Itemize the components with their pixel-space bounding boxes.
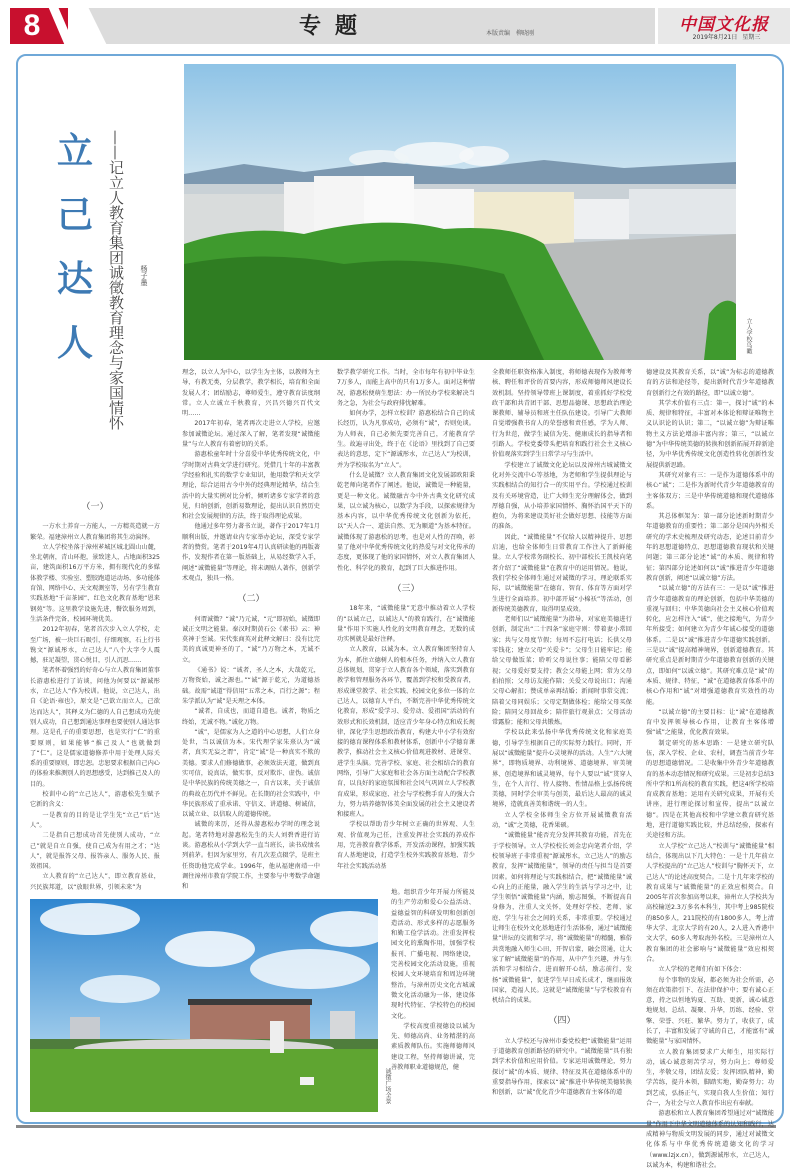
section-heading: （二） — [237, 594, 265, 605]
article-column-5 — [646, 368, 774, 1171]
paragraph: 18年来，“诚徵能量”无意中推动着立人学校的“以诚立己，以诚达人”的教育践行，在“诚徵能量”作用下实施人性化的文明教育理念，无数的成功实例就是最好注释。 — [337, 605, 475, 644]
article-title — [55, 120, 95, 376]
paragraph: 游惠松童年时十分喜爱中华优秀传统文化，中学时期对古典文学进行研究。凭借几十年的丰富教学经验和扎实的数学专业知识，他用数学和天文学理论，综合运用古今中外的经典理论精华，结合生活中的大量实例对比分析，倾听诸多专家学者的意见，归纳创新，创新易数理论，提出认识自然历史和社会发展规律的方法，终于取得理论成果。 — [182, 451, 320, 521]
paragraph: 每个事物的发展，都必须为社会所需，必须在政策指引下、在法律保护中；要有诚心正意，持之以恒地钩夏、互助、更新，诚心诚意地规划、总结、凝聚、升华，历练、经验、堂擎、荣誉、兴旺、繁华。努力了，收获了，成长了，丰富和发展了守诚的自己，才能富有“诚徵能量”与家国情怀。 — [646, 976, 774, 1046]
paragraph: 其学术价值有三点：第一，探讨“诚”的本质、规律和特征，丰富对本体论和辩证唯物主义认识论的认识；第二，“以诚立德”为辩证唯物主义方法论增添丰富内容；第三，“以诚立德”为中华传统美德的转换和创新拓展开辟新途径，为中华优秀传统文化创造性转化创新性发展提供新思路。 — [646, 399, 774, 469]
paragraph: 其研究对象有三：一是作为道德体系中的核心“诚”；二是作为新时代青少年道德教育的主客体双方；三是中华传统道德和现代道德体系。 — [646, 471, 774, 510]
paragraph: 立人学校坐落于漳州芗城区城北圆山山麓，坐北朝南，青山环抱，景致迷人，占地面积325亩，建筑面积16万平方米，拥有现代化的多媒体教学楼、实验室、塑胶跑道运动场、多功能体育馆、网络中心、天文观测室等，另有学生教育实践基地“千亩茶园”、红色文化教育基地“恩来钢苑”等。这里教学设施先进，餐饮服务周到，生活条件完备，校园环境优美。 — [30, 543, 160, 623]
editor-credit — [480, 28, 534, 37]
editor-name: 柳晓刚 — [516, 30, 535, 37]
article-column-3-continued — [391, 888, 475, 1073]
paragraph: 游惠松和立人教育集团希望通过对“诚徵能量”作用下中华文明道德体系的认知和践行，达成精神与物质文明发展的同步，通过对诚徵文化体系与中华优秀传统道德文化的学习（www.lzjx.cn），做到源诚彤水，立己达人，以诚为本，构建和谐社会。 — [646, 1110, 774, 1169]
paragraph: 立人教育集团要求广大师生，用实际行动，诚心诚意刻苦学习，努力向上；尊师爱生，孝敬父母，团结友爱；发挥团队精神，勤学苦练，提升本领，脚踏实地，勤奋努力；功到艺成，弘扬正气，实现自我人生价值；知行合一，为社会与立人教育作出应有奉献。 — [646, 1048, 774, 1108]
page-header — [10, 8, 790, 44]
editor-label: 本版责编 — [486, 30, 511, 37]
paragraph: 《通书》说：“诚者，圣人之本，大哉乾元，万物资始，诚之源也。”“诚”源于乾元，为道德基础。故需“诚道”得信用“五常之本，百行之源”；程朱学派认为“诚”是天理之本体。 — [182, 667, 320, 705]
paragraph: 学校以此来弘扬中华优秀传统文化和家庭美德，引导学生根据自己的实际努力践行。同时，开展以“诚徵能量”提升心灵境界的活动。人生“六大境界”，即物质境界、功利境界、道德境界、审美境界、创造境界和诚灵境界，每个人要以“诚”贯穿人生，在个人言行、待人接物、性情品格上弘扬传统美德，同时学会审美与创美，最后达人最高的诚灵境界，造就真善美和谐统一的人生。 — [492, 729, 632, 809]
paragraph: 制定研究的基本思路：一是建立研究队伍，深入学校、企业、农村，调查当前青少年的思想道德情况。二是收集中外青少年道德教育的基本动态情况和研究成果。三是初步总结3所中学和1所高校的教育实践，把这4所学校培育成教育基地；运用有关研究成果，开展有关讲座，进行理论探讨和宣传，提出“以诚立德”。四是在其他高校和中学建立教育研究基地，进行道德实践比较，并总结经验，探索有关途径和方法。 — [646, 739, 774, 840]
article-subtitle: ——记立人教育集团诚徵教育理念与家国情怀 — [107, 130, 125, 430]
paragraph: “以诚立德”的主要目标：让“诚”在道德教育中发挥领导核心作用，让教育主客体增强“诚”之能量，优化教育效果。 — [646, 708, 774, 737]
paragraph: 立人学校还与漳州市委党校把“诚徵能量”运用于道德教育创新路径的研究中。“诚徵能量”具有独到学术价值和应用价值。专家运用诚徵理论，努力探讨“诚”的本质、规律、特征及其在道德体系中的重要指导作用，探索以“诚”推进中华传统美德转换和创新，以“诚”优化青少年道德教育主客体的道 — [492, 1037, 632, 1097]
paragraph: 全教师任职资格准入制度，将师德表现作为教师考核、聘任和评价的首要内容，形成师德师风建设长效机制。坚持领导带班上课制度，着重抓好学校党政干部和共青团干部、思想品德课、思想政治理论课教师、辅导员和班主任队伍建设。引导广大教师自觉增强教书育人的荣誉感和责任感，学为人师、行为世范，做学生诚信为先、健康成长的指导者和引路人。学校党委带头把培育和践行社会主义核心价值观落实到学生日常学习与生活中。 — [492, 369, 632, 459]
paragraph: 立人教育的“立己达人”，即立教育基业，兴民族邦道，以“放眼世界，引领未来”为 — [30, 873, 160, 891]
title-char: 己 — [56, 195, 93, 236]
paragraph: 德建设及其教育关系，以“诚”为标志的道德教育的方法和途径等，提出新时代青少年道德教育创新行之有效的路径，即“以诚立德”。 — [646, 369, 774, 397]
paragraph: 2012年初春，笔者首次步入立人学校，走至广场，被一块巨石吸引，仔细观察，石上行书镌文“源诚彤水，立己达人”八个大字令人震撼，驻足凝望，贯心悦目，引人沉思…… — [30, 626, 160, 665]
paragraph: 学校高度重视德设以诚为先、师德高尚、业务精湛的高素质教师队伍。实施师德师风建设工程，坚持师德讲诚，完善教师职业道德规范，健 — [391, 1022, 475, 1072]
paragraph: 二是指自己想成功首先使别人成功，“立己”就是自立自强，使自己成为有用之才；“达人”，就是报答父母、报答亲人、服务人民、报效祖国。 — [30, 832, 160, 871]
paragraph: “诚徵能量”能否充分发挥其教育功能，首先在于学校领导。立人学校校长刘金忠向笔者介绍，学校领导班子非常重视“源诚彤水，立己达人”的励志教育，发挥“诚徵能量”，领导的责任与担当是首要因素。如何将理论与实践相结合，把“诚徵能量”诚心向上的正能量，融入学生的生活与学习之中，让学生领悟“诚徵能量”内涵，励志图强，不断提高自身修为，注重人文关怀，处理好学校、老师、家庭、学生与社会之间的关系，非常重要。学校通过让师生在校外文化基地进行生活体验，通过“诚徵能量”讲坛的交流和学习，将“诚徵能量”的精髓，雅俗共赏地融入师生心田，开智启蒙，融会贯通，让大家了解“诚徵能量”的作用，从中产生兴趣，并与生活和学习相结合，进而解开心结，励志前行，发扬“诚徵能量”，促进学生早日成长成才，继而报效国家，造福人民。这就是“诚徵能量”与学校教育有机结合的成果。 — [492, 832, 632, 1005]
paragraph: 地。组织青少年开展力所能及的生产劳动和爱心公益活动、益德益智的科研发明和创新创造活动、形式多样的志愿服务和勤工俭学活动。注重发挥校园文化的熏陶作用，加强学校报刊、广播电视、网络建设，完善校园文化活动设施，重视校园人文环境培育和周边环境整治，与漳州历史文化古城诚徵文化活动融为一体，建设体现时代特征、学校特色的校园文化。 — [391, 889, 475, 1020]
page-number: 8 — [23, 9, 41, 42]
paragraph: “以诚立德”的方法有三：一是以“诚”推进青少年道德教育的理论创新，包括中华美德的重视与回归；中华美德向社会主义核心价值观转化，应怎样注入“诚”，使之接地气，为青少年所接受；如何建立为青少年诚心接受的道德体系。二是以“诚”推进青少年道德实践创新。三是以“诚”提高精神境界，创新道德教育。其研究重点是新时期青少年道德教育创新的关键点，即如何“以诚立德”。其研究难点是“诚”的本质、规律、特征，“诚”在道德教育体系中的核心作用和“诚”对增强道德教育实效性的功能。 — [646, 585, 774, 706]
title-char: 立 — [56, 131, 93, 172]
paragraph: 其总体框架为：第一部分论述新时期青少年道德教育的重要性；第二部分是国内外相关研究的学术史梳理及研究动态，论述目前青少年的思想道德特点、思想道德教育现状和关键问题；第三部分论述“诚”的本质、规律和特征；第四部分论述如何以“诚”推进青少年道德教育创新，阐述“以诚立德”方法。 — [646, 513, 774, 582]
masthead — [658, 8, 790, 44]
paragraph: “诚”，是儒家为人之道的中心思想，人们立身处世，当以诚信为本。宋代理学家朱熹认为“诚者，真实无妄之谓”，肯定“诚”是一种真实不欺的美德。要求人们修德做事，必须效法天道，做到真实可信，说真话，做实事，反对欺诈、虚伪。诚信是中华民族的传统美德之一，自古以来，关于诚信的典故在历代并不鲜见。在长期的社会实践中，中华民族形成了重承诺、守信义、讲道德、树诚信，以诚立业、以信取人的道德传统。 — [182, 728, 320, 819]
paragraph: 何谓诚徵？“诚”乃元诚，“元”即初始，诚徵即诚正文明之能量。秦汉时期黄石公《素书》云：神莫神于至诚。宋代张商英对此释文解曰：没有比完美的真诚更神圣的了，“诚”乃万物之本，无诚不立。 — [182, 615, 320, 664]
photo-top-caption: 立人学校鸟瞰 — [745, 318, 752, 354]
paragraph: 立人学校全体师生全方位开展诚徵教育活动，“诚”之美德，花香果硕。 — [492, 811, 632, 830]
author-byline: 杨子墨 — [140, 265, 148, 286]
paragraph: “诚者，自成也，而道自道也。诚者，物质之终始，无诚不物。”诚化万物。 — [182, 708, 320, 726]
weekday-text: 星期三 — [742, 34, 761, 41]
article-column-2 — [182, 368, 320, 893]
paragraph: 理念，以立人为中心，以学生为主体，以教师为主导，有教无类，分层教学，教学相长，培育和全面发展人才；团结励志，尊师爱生，遵守教育法度纲常。立人立诚立千秋教育，兴昌兴德兴百代文明…… — [182, 369, 320, 418]
issue-date — [658, 32, 790, 41]
section-title: 专题 — [298, 13, 371, 39]
paragraph: 学校建立了诚徵文化论坛以及漳州古城诚徵文化对外交流中心等基地，为老师和学生提供理论与实践相结合的知行合一的实用平台。学校通过校训及有关环境营造，让广大师生充分理解体会，做到厚德自强，从小培养家国情怀、胸怀治国平天下的抱负，为将来建设美好社会做好思想、技能等方面的准备。 — [492, 461, 632, 531]
article-column-1 — [30, 492, 160, 893]
article-column-4 — [492, 368, 632, 1098]
paragraph: 他通过多年努力著书立说，著作于2017年1月顺利出版，并邀请业内专家举办论坛，深受专家学者的赞赏。笔者于2019年4月认真研读他的再版著作，发现作者在第一版基础上，从易经数学入手，阐述“诚徵能量”等理论，将未调贴人著作，创新学术观点，独具一格。 — [182, 523, 320, 582]
paragraph: 老师们以“诚徵能量”为指导，对家庭美德进行创新，制定出“二十四条”家庭守则：带着妻小常回家；共与父母度节假；每周不忘打电话；长供父母零钱花；建立父母“关爱卡”；父母生日能牢记；能给父母做饭菜；聆听父母说往事；能陪父母看影视；父母爱好要支持；教会父母能上网；常为父母拍拍照；父母访友能作陪；关爱父母说出口；沟通父母心解扣；赞成单亲再结婚；新闻时事常交流；陪着父母同娱乐；父母定期做体检；能给父母买保险；陪同父母回故乡；陪伴旅行观景点；父母活动常露脸；能和父母共锻炼。 — [492, 616, 632, 727]
photo-bottom-caption: 诚徵广场全景 — [384, 1068, 391, 1104]
date-text: 2019年8月21日 — [692, 34, 738, 41]
paragraph: 因此，“诚徵能量”不仅给人以精神提升、思想启迪，也给全体师生日常教育工作注入了新鲜能量。立人学校常务副校长、初中部校长王凯枝向笔者介绍了“诚徵能量”在教育中的运用情况。他说，我们学校全体师生通过对诚徵的学习，理论联系实际，以“诚徵能量”在德育、智育、体育等方面对学生进行全面培养。初中部开展“小棉袄”等活动，创新传统美德教育，取得明显成效。 — [492, 533, 632, 613]
paragraph: 立人学校的老师们有如下体会： — [658, 966, 746, 974]
paragraph: 2017年初春，笔者再次走进立人学校，应邀参加诚徵论坛。通过深入了解，笔者发现“诚徵能量”与立人教育有着密切的关系。 — [182, 420, 320, 449]
paragraph: 如何办学，怎样立校训？游惠松结合自己的成长经历，认为凡事成功，必须有“诚”，否则免谈。为人师表，自己必须先要完善自己，才能教育学生。故遍寻出处，终于在《论语》里找到了自己要表达的意思，定下“源诚彤水，立己达人”为校训，并为学校取名为“立人”。 — [337, 410, 475, 469]
paragraph: 笔者怀着强烈的好奇心与立人教育集团董事长游惠松进行了访谈，问他为何要以“源诚彤水，立己达人”作为校训。他说，立己达人，出自《论语·雍也》，原文是“己欲立而立人，己欲达而达人”，其释义为仁德的人自己想成功先使别人成功，自己想到通达事理也要使别人通达事理。这是孔子的重要思想，也是实行“仁”的重要原则，如果能够“推己及人”也就做到了“仁”。这是儒家道德修养中用于处理人际关系的重要原则，即忠恕。忠恕要求根据自己内心的体验来推测别人的思想感受，达到推己及人的目的。 — [30, 667, 160, 788]
article-column-3 — [337, 368, 475, 872]
title-char: 人 — [56, 323, 93, 364]
paragraph: 数学教学研究工作。当时，全市每年有初中毕业生7万多人，而能上高中的只有1万多人。面对这种情况，游惠松便萌生想法：办一所民办学校来解决当务之急，为社会与政府排忧解难。 — [337, 369, 475, 407]
paragraph: 立人学校“立己达人”校训与“诚徵能量”相结合，体现出以下几大特色：一是十几年前立人学校提出的“立己达人”校训与“胸怀天下，立己达人”的论述高度契合。二是十几年来学校的教育成果与“诚徵能量”的正效应相契合。自2005年首次参加高考以来，漳州立人学校共为高校输送2.3万多名本科生，其中考上985院校的850多人，211院校的有1800多人，考上清华大学、北京大学的有20人，2人进入香港中文大学，60多人考取海外名校。三是漳州立人教育集团的社会影响与“诚徵能量”效应相契合。 — [646, 842, 774, 963]
paragraph: 学校以帮助青少年树立正确的世界观、人生观、价值观为己任，注重发挥社会实践的养成作用，完善教育教学体系，开发活动课程，加强实践育人基地建设，打造学生校外实践教育基地、青少年社会实践活动基 — [337, 821, 475, 870]
section-heading: （四） — [548, 1016, 576, 1027]
campus-aerial-photo — [184, 64, 736, 360]
paragraph: 什么是诚徵？立人教育集团文化发展部欧阳秉乾老师向笔者作了阐述。他说，诚徵是一种能量，更是一种文化。诚徵融古今中外古典文化研究成果，以立诚为核心，以数学为手段，以探索规律为基本内容，以中华优秀传统文化创新为依托，以“天人合一、道法自然、无为顺道”为基本特征。诚徵体现了游惠松的思考，也是对人性的召唤，彰显了他对中华优秀传统文化的热爱与对文化传承的态度，更体现了他的家国情怀，对立人教育集团人性化、科学化的教育，起到了巨大推进作用。 — [337, 471, 475, 572]
paragraph: 立人教育，以诚为本。立人教育集团坚持育人为本，抓住立德树人的根本任务，并纳入立人教育总体规划，贯穿于立人教育各个领域，落实到教育教学和管理服务各环节，覆盖到学校和受教育者，形成课堂教学、社会实践、校园文化多位一体的立己达人，以德育人平台，不断完善中华优秀传统文化教育，形成“爱学习、爱劳动、爱祖国”活动的有效形式和长效机制，适应青少年身心特点和成长规律，深化学生思想政治教育，构建大中小学有效衔接的德育课程体系和教材体系，创新中小学德育课教学，推动社会主义核心价值观进教材、进课堂、进学生头脑。完善学校、家庭、社会相结合的教育网络，引导广大家庭和社会各方面主动配合学校教育，以良好的家庭氛围和社会风气巩固立人学校教育成果，形成家庭、社会与学校携手育人的强大合力，努力培养德智体美全面发展的社会主义建设者和接班人。 — [337, 646, 475, 819]
paragraph: 诚徵的来历，还得从游惠松办学时的理念说起。笔者特地对游惠松先生的夫人刘碧香进行访谈。游惠松从小学到大学一直当班长，读书成绩名列前茅。但因为家里穷，有几次差点辍学，是班主任资助他完成学业。1996年，他从福建南靖一中调往漳州市教育学院工作，主要参与中考数学命题和 — [182, 821, 320, 891]
paragraph: 一方水土养育一方能人，一方精英造就一方繁荣。福建漳州立人教育集团将其生动演绎。 — [30, 523, 160, 541]
section-heading: （一） — [81, 502, 109, 512]
paragraph: 一是教育的目的是让学生先“立己”后“达人”。 — [30, 811, 160, 829]
section-heading: （三） — [392, 583, 420, 594]
newspaper-logo: 中国文化报 — [679, 15, 769, 35]
title-char: 达 — [56, 259, 93, 300]
plaza-panorama-photo — [30, 899, 378, 1112]
paragraph: 校训中心的“立己达人”，游惠松先生赋予它新的含义： — [30, 791, 160, 809]
